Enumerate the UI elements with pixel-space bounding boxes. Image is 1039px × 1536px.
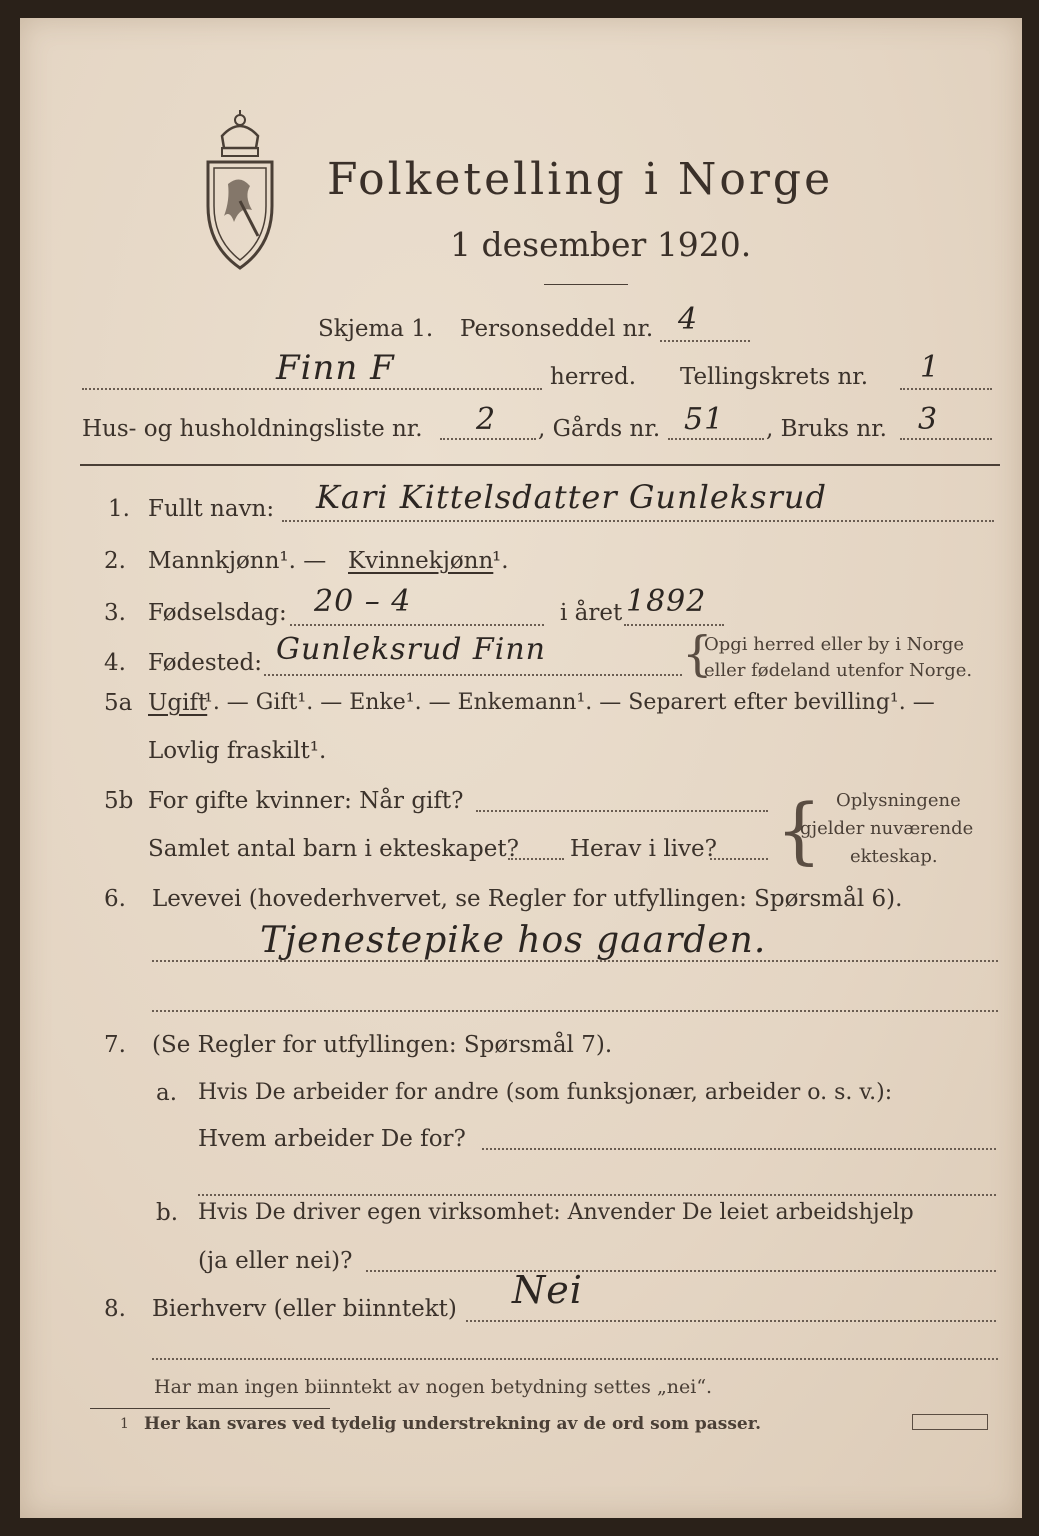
q4-value: Gunleksrud Finn: [276, 632, 546, 667]
q5a-lovlig-fraskilt[interactable]: Lovlig fraskilt¹.: [148, 738, 327, 764]
q7b-letter: b.: [156, 1200, 179, 1226]
skjema-label: Skjema 1.: [318, 316, 434, 342]
q7a-label2: Hvem arbeider De for?: [198, 1126, 466, 1152]
q7b-label: Hvis De driver egen virksomhet: Anvender De leiet arbeidshjelp: [198, 1200, 914, 1225]
q7a-letter: a.: [156, 1080, 178, 1106]
q5b-note-brace: {: [776, 788, 822, 872]
q5b-note-line3: ekteskap.: [850, 846, 938, 867]
q5a-number: 5a: [104, 690, 133, 716]
coat-of-arms-icon: [200, 106, 280, 276]
q5b-children-field[interactable]: [508, 858, 564, 860]
herred-field[interactable]: [82, 388, 542, 390]
q7b-label2: (ja eller nei)?: [198, 1248, 353, 1274]
q8-field-line2[interactable]: [152, 1358, 998, 1360]
q3-value: 20 – 4: [314, 584, 412, 619]
q7a-field-line2[interactable]: [198, 1194, 996, 1196]
herred-value: Finn F: [276, 348, 395, 388]
q5a-ugift-option[interactable]: Ugift: [148, 690, 208, 716]
q5b-note-line2: gjelder nuværende: [800, 818, 974, 839]
printer-stamp: [912, 1414, 988, 1430]
q8-field-line1[interactable]: [466, 1320, 996, 1322]
hus-label: Hus- og husholdningsliste nr.: [82, 416, 423, 442]
q3-field[interactable]: [290, 624, 544, 626]
footnote-divider: [90, 1408, 330, 1409]
q7-label: (Se Regler for utfyllingen: Spørsmål 7).: [152, 1032, 613, 1058]
q5a-other-options[interactable]: ¹. — Gift¹. — Enke¹. — Enkemann¹. — Separert efter bevilling¹. —: [204, 690, 935, 715]
q5b-married-field[interactable]: [476, 810, 768, 812]
q7-number: 7.: [104, 1032, 126, 1058]
q5b-note-line1: Oplysningene: [836, 790, 961, 811]
q2-male-option[interactable]: Mannkjønn¹. —: [148, 548, 327, 574]
q4-number: 4.: [104, 650, 126, 676]
no-income-note: Har man ingen biinntekt av nogen betydning settes „nei“.: [154, 1376, 713, 1398]
gards-label: , Gårds nr.: [538, 416, 661, 442]
q5b-number: 5b: [104, 788, 134, 814]
q6-label: Levevei (hovederhvervet, se Regler for utfyllingen: Spørsmål 6).: [152, 886, 903, 912]
personseddel-field[interactable]: [660, 340, 750, 342]
census-date: 1 desember 1920.: [450, 225, 752, 264]
herred-label: herred.: [550, 364, 637, 390]
gards-field[interactable]: [668, 438, 764, 440]
hus-field[interactable]: [440, 438, 536, 440]
q3-year-label: i året: [560, 600, 623, 626]
q2-female-mark: ¹.: [492, 548, 509, 574]
personseddel-label: Personseddel nr.: [460, 316, 654, 342]
title-divider: [544, 284, 628, 285]
q5b-alive-field[interactable]: [710, 858, 768, 860]
q2-female-option[interactable]: Kvinnekjønn: [348, 548, 494, 574]
q1-label: Fullt navn:: [148, 496, 275, 522]
q1-field[interactable]: [282, 520, 994, 522]
bruks-value: 3: [918, 402, 939, 437]
q6-number: 6.: [104, 886, 126, 912]
q8-number: 8.: [104, 1296, 126, 1322]
q4-field[interactable]: [264, 674, 682, 676]
q2-number: 2.: [104, 548, 126, 574]
tellingskrets-label: Tellingskrets nr.: [680, 364, 869, 390]
q4-note-brace: {: [682, 626, 713, 682]
form-title: Folketelling i Norge: [327, 154, 834, 205]
bruks-field[interactable]: [900, 438, 992, 440]
footnote-number: 1: [120, 1416, 129, 1432]
q4-note-line2: eller fødeland utenfor Norge.: [704, 660, 973, 681]
q3-label: Fødselsdag:: [148, 600, 287, 626]
q5b-label-alive: Herav i live?: [570, 836, 717, 862]
q7b-field[interactable]: [366, 1270, 996, 1272]
tellingskrets-value: 1: [920, 350, 941, 385]
q4-note-line1: Opgi herred eller by i Norge: [704, 634, 965, 655]
header-separator: [80, 464, 1000, 466]
q7a-label: Hvis De arbeider for andre (som funksjonær, arbeider o. s. v.):: [198, 1080, 893, 1105]
q4-label: Fødested:: [148, 650, 263, 676]
q3-number: 3.: [104, 600, 126, 626]
q7a-field-line1[interactable]: [482, 1148, 996, 1150]
q8-label: Bierhverv (eller biinntekt): [152, 1296, 457, 1322]
bruks-label: , Bruks nr.: [766, 416, 887, 442]
q5b-label-children: Samlet antal barn i ekteskapet?: [148, 836, 519, 862]
q3-year-value: 1892: [626, 584, 707, 619]
q5b-label-married: For gifte kvinner: Når gift?: [148, 788, 464, 814]
q8-value: Nei: [512, 1268, 583, 1312]
tellingskrets-field[interactable]: [900, 388, 992, 390]
census-form-page: [20, 18, 1022, 1518]
footnote-text: Her kan svares ved tydelig understrekning av de ord som passer.: [144, 1414, 762, 1434]
gards-value: 51: [684, 402, 725, 437]
hus-value: 2: [476, 402, 497, 437]
q6-field-line2[interactable]: [152, 1010, 998, 1012]
personseddel-value: 4: [678, 302, 699, 337]
q6-value: Tjenestepike hos gaarden.: [260, 920, 767, 961]
q1-number: 1.: [108, 496, 130, 522]
q1-value: Kari Kittelsdatter Gunleksrud: [316, 478, 827, 516]
